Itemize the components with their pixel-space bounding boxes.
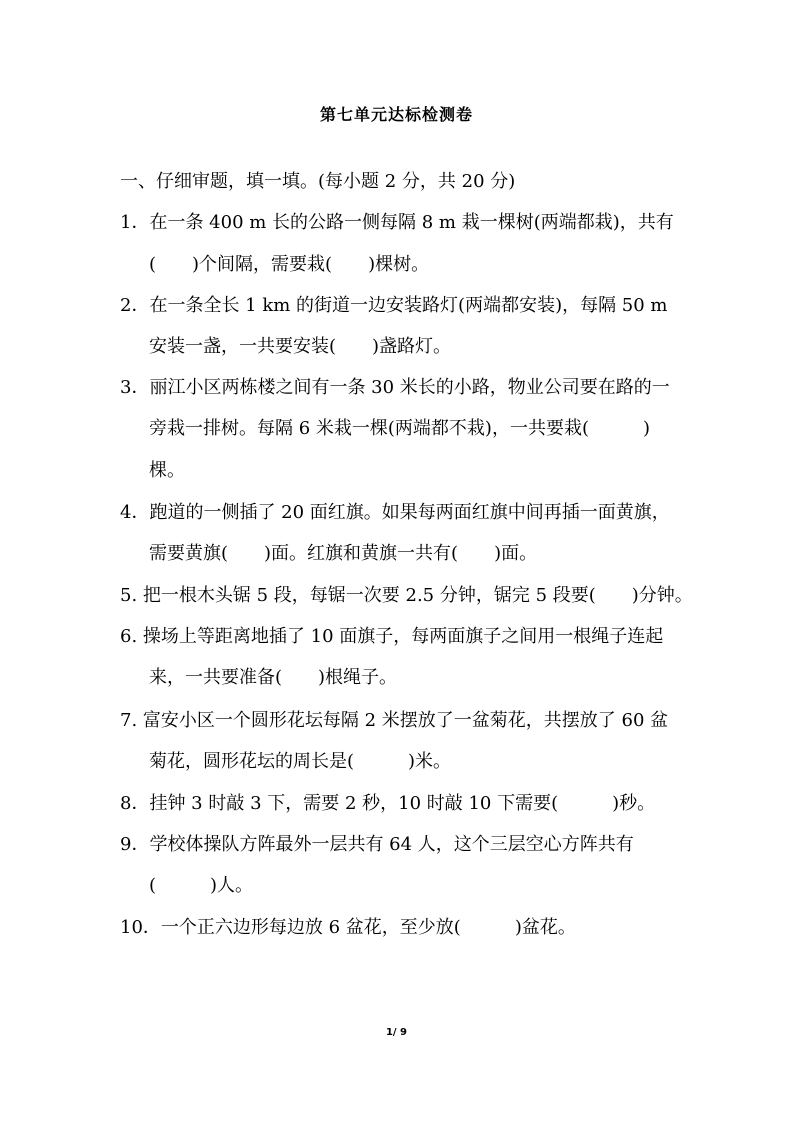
question-line: ( )个间隔，需要栽( )棵树。 [149, 254, 430, 275]
page-title: 第七单元达标检测卷 [319, 105, 473, 124]
question-line: 1．在一条 400 m 长的公路一侧每隔 8 m 栽一棵树(两端都栽)，共有 [120, 212, 674, 233]
page-number: 1/ 9 [385, 1027, 408, 1038]
question-line: 菊花，圆形花坛的周长是( )米。 [149, 751, 452, 772]
question-line: ( )人。 [149, 875, 254, 896]
question-line: 8．挂钟 3 时敲 3 下，需要 2 秒，10 时敲 10 下需要( )秒。 [120, 793, 656, 814]
question-line: 旁栽一排树。每隔 6 米栽一棵(两端都不栽)，一共要栽( ) [149, 418, 650, 439]
question-line: 3．丽江小区两栋楼之间有一条 30 米长的小路，物业公司要在路的一 [120, 377, 670, 398]
question-line: 棵。 [149, 460, 185, 481]
question-line: 9．学校体操队方阵最外一层共有 64 人，这个三层空心方阵共有 [120, 834, 634, 855]
question-line: 6. 操场上等距离地插了 10 面旗子，每两面旗子之间用一根绳子连起 [120, 626, 664, 647]
question-line: 4．跑道的一侧插了 20 面红旗。如果每两面红旗中间再插一面黄旗， [120, 502, 670, 523]
section-heading: 一、仔细审题，填一填。(每小题 2 分，共 20 分) [120, 171, 516, 192]
question-line: 5. 把一根木头锯 5 段，每锯一次要 2.5 分钟，锯完 5 段要( )分钟。 [120, 585, 693, 606]
question-line: 需要黄旗( )面。红旗和黄旗一共有( )面。 [149, 543, 538, 564]
question-line: 安装一盏，一共要安装( )盏路灯。 [149, 336, 452, 357]
question-line: 10．一个正六边形每边放 6 盆花，至少放( )盆花。 [120, 917, 576, 938]
question-line: 来，一共要准备( )根绳子。 [149, 667, 398, 688]
question-line: 2．在一条全长 1 km 的街道一边安装路灯(两端都安装)，每隔 50 m [120, 295, 668, 316]
question-line: 7. 富安小区一个圆形花坛每隔 2 米摆放了一盆菊花，共摆放了 60 盆 [120, 710, 669, 731]
